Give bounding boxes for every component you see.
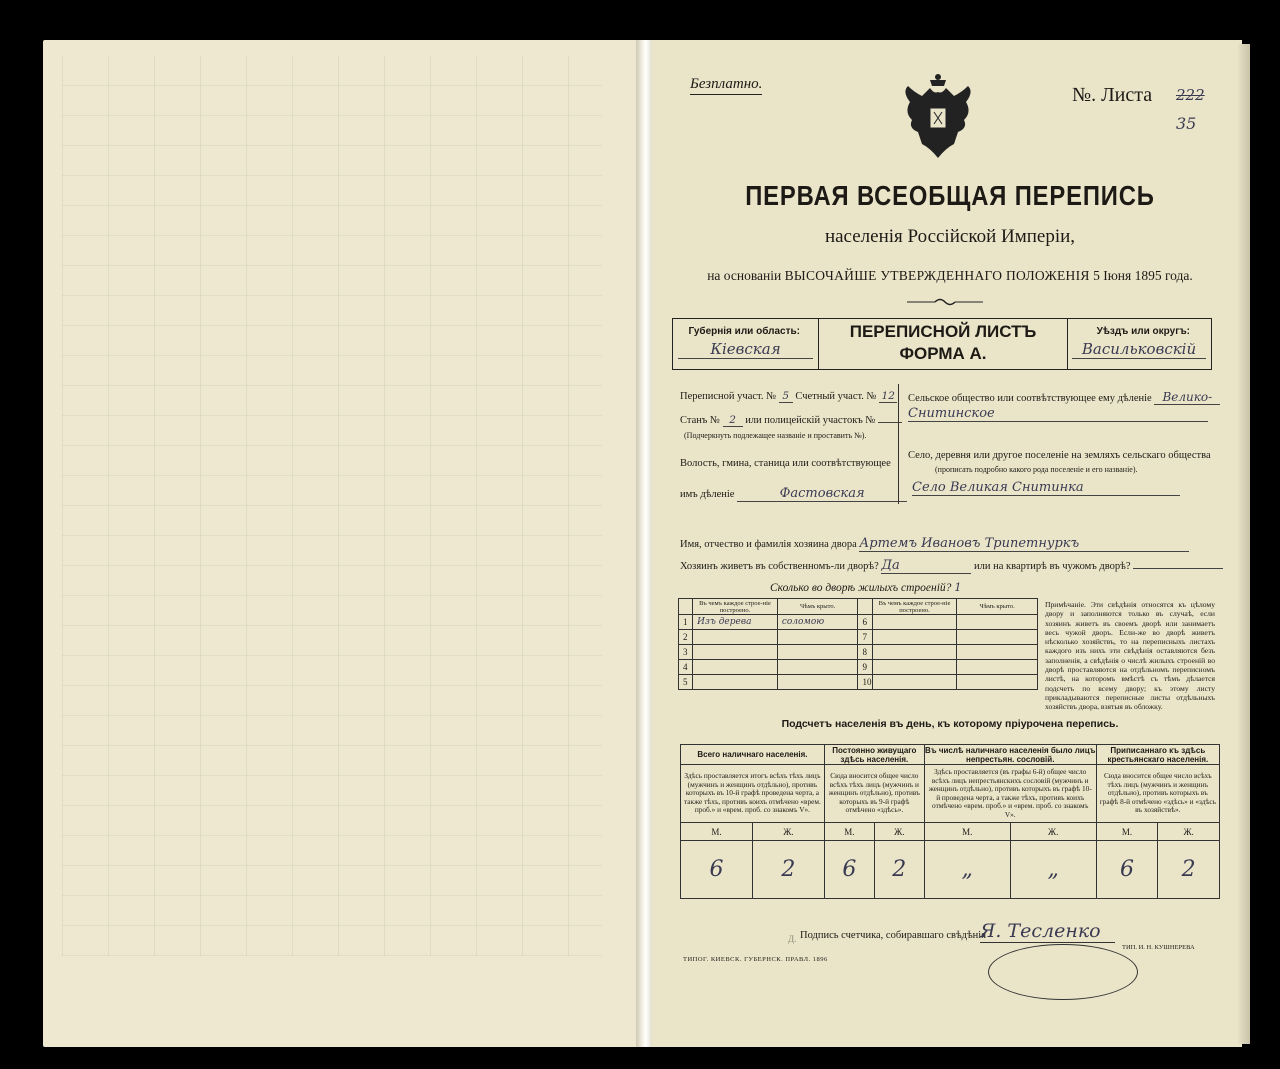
- settlement-label: Село, деревня или другое поселеніе на земляхъ сельскаго общества: [908, 450, 1211, 461]
- male-label: М.: [824, 823, 874, 841]
- count-section-label: Счетный участ. №: [795, 391, 877, 402]
- built-header-2: Въ чемъ каждое строе-ніе построено.: [872, 599, 957, 615]
- built-cell: [693, 630, 778, 645]
- census-title: ПЕРВАЯ ВСЕОБЩАЯ ПЕРЕПИСЬ: [745, 180, 1155, 211]
- row-number: 8: [858, 645, 872, 660]
- district-label: Уѣздъ или округъ:: [1096, 326, 1190, 337]
- row-number: 6: [858, 615, 872, 630]
- female-label: Ж.: [1010, 823, 1096, 841]
- underline-note: (Подчеркнуть подлежащее названіе и проставить №).: [684, 431, 867, 440]
- signature-label: Подпись счетчика, собиравшаго свѣдѣнія: [800, 930, 987, 941]
- count-desc-row: [681, 765, 1220, 823]
- stan-value: 2: [723, 414, 743, 427]
- table-row: [679, 675, 1038, 690]
- female-label: Ж.: [752, 823, 824, 841]
- row-number: 3: [679, 645, 693, 660]
- male-label: М.: [924, 823, 1010, 841]
- buildings-table: [678, 598, 1038, 690]
- village-society-value-2: Снитинское: [908, 406, 1208, 422]
- row-number: 7: [858, 630, 872, 645]
- male-label: М.: [1096, 823, 1158, 841]
- row-number: 1: [679, 615, 693, 630]
- village-society-label: Сельское общество или соотвѣтствующее ему дѣленіе: [908, 393, 1152, 404]
- roof-cell: [777, 645, 858, 660]
- free-label: Безплатно.: [690, 76, 762, 95]
- district-value: Васильковскій: [1072, 340, 1206, 359]
- male-value: 6: [1096, 841, 1158, 899]
- built-cell: [693, 675, 778, 690]
- population-count-table: [680, 744, 1220, 899]
- own-yard-label: Хозяинъ живетъ въ собственномъ-ли дворѣ?: [680, 561, 879, 572]
- census-section-value: 5: [779, 390, 793, 403]
- village-society-field: [908, 390, 1220, 405]
- printer-imprint-left: ТИПОГ. КИЕВСК. ГУБЕРНСК. ПРАВЛ. 1896: [683, 956, 828, 963]
- faint-mark: Д.: [788, 934, 797, 944]
- roof-cell: [777, 675, 858, 690]
- left-page-grid-showthrough: [62, 56, 602, 956]
- count-desc: Сюда вносится общее число всѣхъ тѣхъ лицъ (мужчинъ и женщинъ отдѣльно), противъ которыхъ въ графѣ 8-й отмѣчено «здѣсь» и «здѣсь въ хозяйствѣ».: [1096, 765, 1219, 823]
- table-row: [679, 630, 1038, 645]
- stamp-number: 35: [1176, 114, 1197, 133]
- female-value: 2: [1158, 841, 1220, 899]
- roof-cell: [957, 660, 1038, 675]
- oval-stamp: [988, 944, 1138, 1000]
- census-section-label: Переписной участ. №: [680, 391, 777, 402]
- double-headed-eagle-icon: [900, 72, 976, 168]
- built-cell: [693, 645, 778, 660]
- buildings-value: 1: [954, 580, 962, 594]
- female-value: 2: [752, 841, 824, 899]
- owner-value: Артемъ Ивановъ Трипетнуркъ: [859, 536, 1189, 552]
- owner-label: Имя, отчество и фамилія хозяина двора: [680, 539, 857, 550]
- count-header-non-peasant: Въ числѣ наличнаго населенія было лицъ непрестьян. сословій.: [924, 745, 1096, 764]
- roof-header-2: Чѣмъ крыто.: [957, 599, 1038, 615]
- row-number: 5: [679, 675, 693, 690]
- count-desc: Здѣсь проставляется (въ графы 6-й) общее число всѣхъ лицъ непрестьянскихъ сословій (мужчинъ и женщинъ отдѣльно), противъ которыхъ въ графѣ 10-й проведена черта, а также тѣхъ, противъ коихъ отмѣчено «врем. проб.» и «врем. проб. со знакомъ V».: [924, 765, 1096, 823]
- count-header-registered: Приписаннаго къ здѣсь крестьянскаго населенія.: [1096, 745, 1219, 765]
- built-header: Въ чемъ каждое строе-ніе построено.: [693, 599, 778, 615]
- volost-value: Фастовская: [737, 486, 907, 502]
- buildings-header-row: [679, 599, 1038, 615]
- rented-label: или на квартирѣ въ чужомъ дворѣ?: [974, 561, 1131, 572]
- settlement-value: Село Великая Снитинка: [912, 480, 1180, 496]
- female-value: „: [1010, 841, 1096, 899]
- count-header-row: [681, 745, 1220, 765]
- count-header-total: Всего наличнаго населенія.: [681, 745, 825, 765]
- roof-cell: [957, 630, 1038, 645]
- row-number: 4: [679, 660, 693, 675]
- volost-label: Волость, гмина, станица или соотвѣтствующее: [680, 458, 891, 469]
- village-society-value: Велико-: [1154, 390, 1220, 405]
- page-edge: [1238, 44, 1250, 1044]
- male-value: „: [924, 841, 1010, 899]
- roof-cell: [777, 660, 858, 675]
- volost-label-2: имъ дѣленіе: [680, 489, 735, 500]
- volost-field: [680, 486, 907, 502]
- row-number: 2: [679, 630, 693, 645]
- province-label: Губернія или область:: [688, 326, 800, 337]
- built-cell: [872, 675, 957, 690]
- province-value: Кіевская: [678, 340, 813, 359]
- form-title: ПЕРЕПИСНОЙ ЛИСТЪ: [849, 322, 1037, 341]
- table-row: [679, 615, 1038, 630]
- printer-imprint-right: ТИП. И. Н. КУШНЕРЕВА: [1122, 944, 1195, 951]
- built-cell: Изъ дерева: [693, 615, 778, 630]
- male-value: 6: [681, 841, 753, 899]
- built-cell: [872, 645, 957, 660]
- row-number: 10: [858, 675, 872, 690]
- roof-cell: соломою: [777, 615, 858, 630]
- table-row: [679, 645, 1038, 660]
- stan-field: [680, 414, 902, 427]
- census-basis: [660, 268, 1240, 284]
- female-value: 2: [874, 841, 924, 899]
- rented-value: [1133, 568, 1223, 569]
- census-section-field: [680, 390, 897, 403]
- police-label: или полицейскій участокъ №: [745, 415, 876, 426]
- owner-field: [680, 536, 1189, 552]
- roof-header: Чѣмъ крыто.: [777, 599, 858, 615]
- sheet-number-label: №. Листа: [1072, 84, 1153, 106]
- count-values-row: [681, 841, 1220, 899]
- own-yard-field: [680, 558, 1223, 574]
- census-subtitle: населенія Россійской Имперіи,: [824, 226, 1076, 247]
- count-header-permanent: Постоянно живущаго здѣсь населенія.: [824, 745, 924, 765]
- buildings-note: Примѣчаніе. Эти свѣдѣнія относятся къ цѣлому двору и заполняются только въ случаѣ, если хозяинъ живетъ въ своемъ дворѣ или занимаетъ весь чужой дворъ. Если-же во дворѣ живетъ нѣсколько хозяйствъ, то на переписныхъ листахъ каждого изъ нихъ эти свѣдѣнія оставляются безъ заполненія, а свѣдѣнія о числѣ жилыхъ строеній во дворѣ проставляются на отдѣльномъ переписномъ листѣ, на которомъ вмѣстѣ съ тѣмъ дѣлается подсчетъ по всему двору; къ этому листу прикладываются переписные листы отдѣльныхъ хозяйствъ двора, взятыя въ обложку.: [1045, 600, 1215, 712]
- sheet-number-value: 222: [1176, 86, 1205, 104]
- roof-cell: [957, 615, 1038, 630]
- form-subtitle: ФОРМА А.: [899, 344, 987, 363]
- basis-suffix: 5 Іюня 1895 года.: [1093, 268, 1193, 283]
- roof-cell: [957, 675, 1038, 690]
- row-number: 9: [858, 660, 872, 675]
- count-mf-row: [681, 823, 1220, 841]
- basis-caps: ВЫСОЧАЙШЕ УТВЕРЖДЕННАГО ПОЛОЖЕНІЯ: [784, 268, 1090, 283]
- table-row: [679, 660, 1038, 675]
- settlement-note: (прописать подробно какого рода поселеніе и его названіе).: [935, 465, 1138, 474]
- stan-label: Станъ №: [680, 415, 720, 426]
- column-divider: [898, 384, 899, 504]
- male-value: 6: [824, 841, 874, 899]
- built-cell: [872, 660, 957, 675]
- male-label: М.: [681, 823, 753, 841]
- roof-cell: [957, 645, 1038, 660]
- count-title: Подсчетъ населенія въ день, къ которому пріурочена перепись.: [781, 718, 1119, 730]
- basis-prefix: на основаніи: [707, 268, 782, 283]
- built-cell: [693, 660, 778, 675]
- built-cell: [872, 630, 957, 645]
- female-label: Ж.: [874, 823, 924, 841]
- count-desc: Здѣсь проставляется итогъ всѣхъ тѣхъ лицъ (мужчинъ и женщинъ отдѣльно), противъ которыхъ въ 10-й графѣ проведена черта, а также тѣхъ, противъ коихъ отмѣчено «врем. проб.» и «врем. проб. со знакомъ V».: [681, 765, 825, 823]
- enumerator-signature: Я. Тесленко: [980, 920, 1115, 943]
- buildings-field: [770, 580, 962, 594]
- own-yard-value: Да: [881, 558, 971, 574]
- count-section-value: 12: [879, 390, 897, 403]
- female-label: Ж.: [1158, 823, 1220, 841]
- ornament-divider: [905, 296, 985, 308]
- count-desc: Сюда вносится общее число всѣхъ тѣхъ лицъ (мужчинъ и женщинъ отдѣльно), противъ которыхъ въ 9-й графѣ отмѣчено «здѣсь».: [824, 765, 924, 823]
- roof-cell: [777, 630, 858, 645]
- built-cell: [872, 615, 957, 630]
- buildings-label: Сколько во дворѣ жилыхъ строеній?: [770, 582, 952, 594]
